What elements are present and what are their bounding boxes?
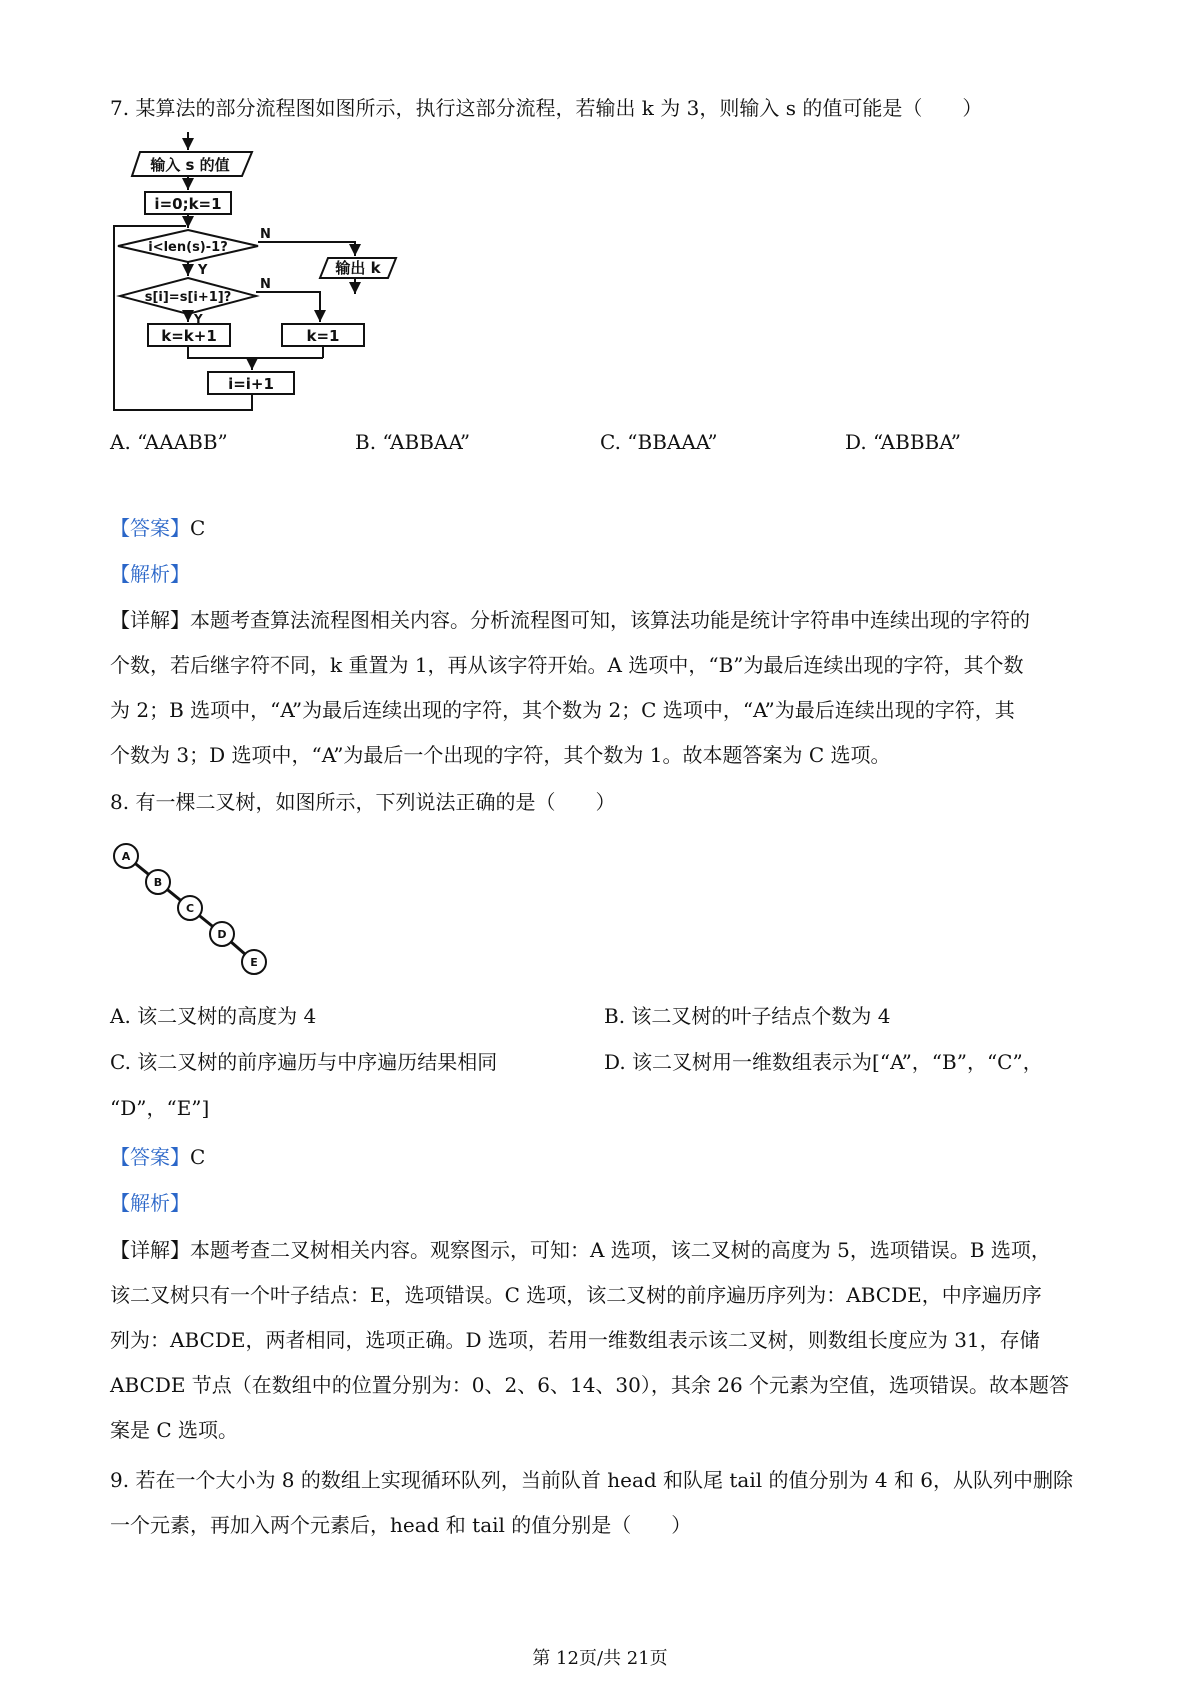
page-footer: 第 12页/共 21页 xyxy=(532,1648,668,1669)
flow-cond2-yes: Y xyxy=(194,312,203,326)
q7-stem: 7. 某算法的部分流程图如图所示，执行这部分流程，若输出 k 为 3，则输入 s 的值可能是（ ） xyxy=(110,96,983,120)
q8-stem: 8. 有一棵二叉树，如图所示，下列说法正确的是（ ） xyxy=(110,790,616,814)
answer-value: C xyxy=(190,1145,206,1169)
q7-detail-line-1: 【详解】本题考查算法流程图相关内容。分析流程图可知，该算法功能是统计字符串中连续出现的字符的 xyxy=(110,608,1030,632)
flow-cond2-text: s[i]=s[i+1]? xyxy=(144,290,232,305)
tree-label-e: E xyxy=(250,956,258,969)
q7-detail-line-3: 为 2；B 选项中，“A”为最后连续出现的字符，其个数为 2；C 选项中，“A”为最后连续出现的字符，其 xyxy=(110,698,1015,722)
q8-detail-line-5: 案是 C 选项。 xyxy=(110,1418,239,1442)
q7-answer xyxy=(110,514,205,542)
flow-cond1-yes: Y xyxy=(198,263,208,278)
answer-value: C xyxy=(190,516,206,540)
tree-label-d: D xyxy=(217,928,227,941)
flow-resetk-text: k=1 xyxy=(306,327,340,345)
q9-stem-line-2: 一个元素，再加入两个元素后，head 和 tail 的值分别是（ ） xyxy=(110,1513,692,1537)
q8-answer xyxy=(110,1143,205,1171)
q8-option-c: C. 该二叉树的前序遍历与中序遍历结果相同 xyxy=(110,1050,498,1074)
q8-option-b: B. 该二叉树的叶子结点个数为 4 xyxy=(604,1004,891,1028)
q8-detail-line-1: 【详解】本题考查二叉树相关内容。观察图示，可知：A 选项，该二叉树的高度为 5，选项错误。B 选项， xyxy=(110,1238,1051,1262)
flow-inck-text: k=k+1 xyxy=(161,327,217,345)
detail-tag: 【详解】 xyxy=(110,1238,190,1262)
q8-binary-tree xyxy=(108,840,288,990)
q9-stem-line-1: 9. 若在一个大小为 8 的数组上实现循环队列，当前队首 head 和队尾 tail 的值分别为 4 和 6，从队列中删除 xyxy=(110,1468,1074,1492)
q7-detail-line-2: 个数，若后继字符不同，k 重置为 1，再从该字符开始。A 选项中，“B”为最后连续出现的字符，其个数 xyxy=(110,653,1024,677)
q8-detail-line-4: ABCDE 节点（在数组中的位置分别为：0、2、6、14、30），其余 26 个元素为空值，选项错误。故本题答 xyxy=(110,1373,1070,1397)
flow-init-text: i=0;k=1 xyxy=(154,195,222,213)
tree-label-a: A xyxy=(121,850,131,863)
flow-cond2-no: N xyxy=(260,277,271,292)
flow-cond1-no: N xyxy=(260,227,271,242)
q7-analysis-tag: 【解析】 xyxy=(110,562,190,586)
q7-flowchart xyxy=(110,132,410,417)
q7-detail-line-4: 个数为 3；D 选项中，“A”为最后一个出现的字符，其个数为 1。故本题答案为 C 选项。 xyxy=(110,743,891,767)
detail-tag: 【详解】 xyxy=(110,608,190,632)
flow-input-text: 输入 s 的值 xyxy=(150,156,230,174)
q7-option-b: B. “ABBAA” xyxy=(355,430,471,454)
answer-tag: 【答案】 xyxy=(110,1145,190,1169)
q7-option-d: D. “ABBBA” xyxy=(845,430,961,454)
answer-tag: 【答案】 xyxy=(110,516,190,540)
q7-option-c: C. “BBAAA” xyxy=(600,430,718,454)
flow-cond1-text: i<len(s)-1? xyxy=(148,240,228,255)
flow-inci-text: i=i+1 xyxy=(228,375,274,393)
q8-option-a: A. 该二叉树的高度为 4 xyxy=(110,1004,317,1028)
q8-option-d-line-2: “D”，“E”] xyxy=(110,1096,210,1120)
tree-label-b: B xyxy=(153,876,163,889)
tree-label-c: C xyxy=(185,902,195,915)
q7-option-a: A. “AAABB” xyxy=(110,430,228,454)
q8-analysis-tag: 【解析】 xyxy=(110,1191,190,1215)
flow-output-text: 输出 k xyxy=(335,259,381,277)
q8-detail-line-3: 列为：ABCDE，两者相同，选项正确。D 选项，若用一维数组表示该二叉树，则数组长度应为 31，存储 xyxy=(110,1328,1040,1352)
q8-detail-line-2: 该二叉树只有一个叶子结点：E，选项错误。C 选项，该二叉树的前序遍历序列为：ABCDE，中序遍历序 xyxy=(110,1283,1042,1307)
q8-option-d-line-1: D. 该二叉树用一维数组表示为[“A”，“B”，“C”， xyxy=(604,1050,1043,1074)
